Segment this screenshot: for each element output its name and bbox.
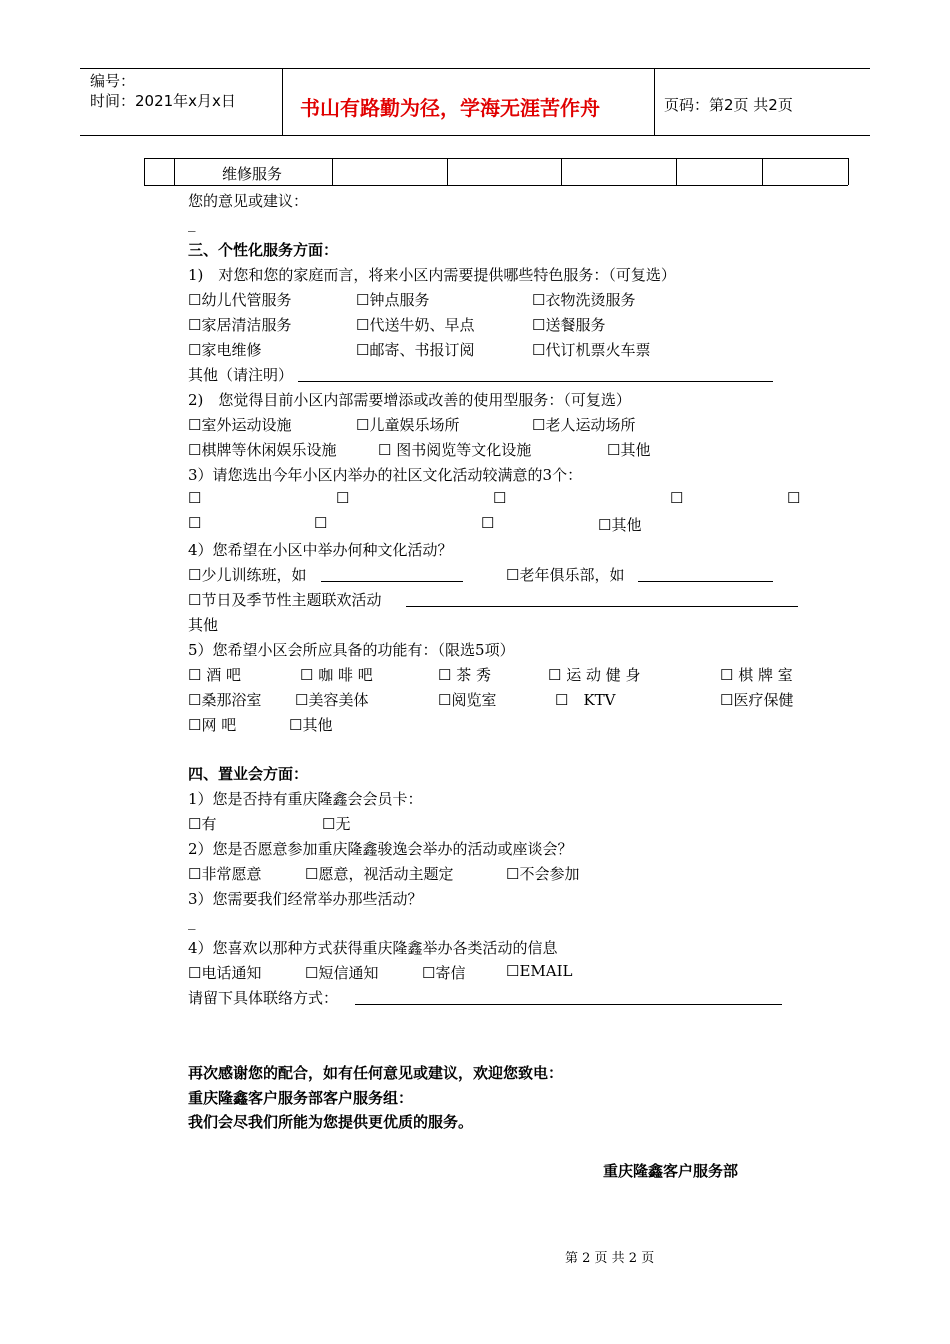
closing-thanks: 再次感谢您的配合，如有任何意见或建议，欢迎您致电： <box>188 1064 564 1082</box>
q3-answer-blank[interactable]: _ <box>188 912 196 930</box>
checkbox[interactable]: ☐ <box>787 489 801 507</box>
section3-title: 三、个性化服务方面： <box>188 241 339 259</box>
checkbox-option[interactable]: ☐ 酒 吧 <box>188 666 241 684</box>
section3-q4: 4）您希望在小区中举办何种文化活动？ <box>188 541 453 559</box>
closing-promise: 我们会尽我们所能为您提供更优质的服务。 <box>188 1113 474 1131</box>
q4-opt1-input[interactable] <box>321 581 463 582</box>
checkbox-option[interactable]: ☐ KTV <box>555 691 616 709</box>
checkbox-option[interactable]: ☐送餐服务 <box>532 316 606 334</box>
q1-other-label: 其他（请注明） <box>188 366 294 384</box>
q4-other-label: 其他 <box>188 616 219 634</box>
checkbox-option[interactable]: ☐其他 <box>607 441 651 459</box>
section3-q1: 1) 对您和您的家庭而言，将来小区内需要提供哪些特色服务：（可复选） <box>188 266 676 284</box>
checkbox-option[interactable]: ☐其他 <box>598 516 642 534</box>
checkbox-option[interactable]: ☐桑那浴室 <box>188 691 262 709</box>
header-bottom-rule <box>80 135 870 136</box>
checkbox-option[interactable]: ☐寄信 <box>422 964 466 982</box>
table-col-line <box>561 158 562 185</box>
checkbox-option[interactable]: ☐衣物洗烫服务 <box>532 291 636 309</box>
header-motto: 书山有路勤为径，学海无涯苦作舟 <box>300 96 600 120</box>
checkbox-option[interactable]: ☐ 咖 啡 吧 <box>300 666 373 684</box>
checkbox-option[interactable]: ☐邮寄、书报订阅 <box>356 341 475 359</box>
footer-page-number: 第 2 页 共 2 页 <box>565 1251 655 1266</box>
section4-q3: 3）您需要我们经常举办那些活动？ <box>188 890 423 908</box>
checkbox-option[interactable]: ☐其他 <box>289 716 333 734</box>
contact-label: 请留下具体联络方式： <box>188 989 339 1007</box>
header-divider-left <box>282 68 283 135</box>
checkbox-option[interactable]: ☐有 <box>188 815 217 833</box>
contact-input[interactable] <box>355 1004 782 1005</box>
doc-time-label: 时间：2021年x月x日 <box>90 92 236 110</box>
checkbox-option[interactable]: ☐短信通知 <box>305 964 379 982</box>
header-top-rule <box>80 68 870 69</box>
checkbox-option[interactable]: ☐老人运动场所 <box>532 416 636 434</box>
table-row-label: 维修服务 <box>222 165 283 183</box>
checkbox-option[interactable]: ☐电话通知 <box>188 964 262 982</box>
header-page-info: 页码：第2页 共2页 <box>664 96 793 114</box>
table-col-line <box>332 158 333 185</box>
header-divider-right <box>654 68 655 135</box>
checkbox-option[interactable]: ☐医疗保健 <box>720 691 794 709</box>
checkbox-option[interactable]: ☐代订机票火车票 <box>532 341 651 359</box>
table-col-line <box>447 158 448 185</box>
table-col-line <box>144 158 145 185</box>
checkbox[interactable]: ☐ <box>314 514 328 532</box>
checkbox-option[interactable]: ☐家居清洁服务 <box>188 316 292 334</box>
checkbox-option[interactable]: ☐ 运 动 健 身 <box>548 666 641 684</box>
checkbox-option[interactable]: ☐ 图书阅览等文化设施 <box>378 441 532 459</box>
q1-other-input[interactable] <box>298 381 773 382</box>
checkbox-option[interactable]: ☐无 <box>322 815 351 833</box>
checkbox-option[interactable]: ☐愿意，视活动主题定 <box>305 865 454 883</box>
section3-q5: 5）您希望小区会所应具备的功能有：（限选5项） <box>188 641 515 659</box>
checkbox-option[interactable]: ☐网 吧 <box>188 716 237 734</box>
checkbox-option[interactable]: ☐EMAIL <box>506 962 573 980</box>
table-bottom-rule <box>144 185 848 186</box>
table-col-line <box>174 158 175 185</box>
checkbox-option[interactable]: ☐棋牌等休闲娱乐设施 <box>188 441 337 459</box>
checkbox[interactable]: ☐ <box>493 489 507 507</box>
checkbox-option[interactable]: ☐儿童娱乐场所 <box>356 416 460 434</box>
checkbox-option[interactable]: ☐阅览室 <box>438 691 497 709</box>
checkbox[interactable]: ☐ <box>188 514 202 532</box>
checkbox-option[interactable]: ☐节日及季节性主题联欢活动 <box>188 591 382 609</box>
checkbox-option[interactable]: ☐家电维修 <box>188 341 262 359</box>
doc-code-label: 编号： <box>90 72 136 90</box>
suggestion-blank[interactable]: _ <box>188 214 196 232</box>
checkbox-option[interactable]: ☐室外运动设施 <box>188 416 292 434</box>
table-col-line <box>676 158 677 185</box>
checkbox-option[interactable]: ☐不会参加 <box>506 865 580 883</box>
checkbox-option[interactable]: ☐ 棋 牌 室 <box>720 666 793 684</box>
checkbox-option[interactable]: ☐非常愿意 <box>188 865 262 883</box>
table-col-line <box>762 158 763 185</box>
checkbox[interactable]: ☐ <box>336 489 350 507</box>
checkbox[interactable]: ☐ <box>481 514 495 532</box>
section4-q2: 2）您是否愿意参加重庆隆鑫骏逸会举办的活动或座谈会？ <box>188 840 573 858</box>
checkbox-option[interactable]: ☐幼儿代管服务 <box>188 291 292 309</box>
checkbox[interactable]: ☐ <box>188 489 202 507</box>
suggestion-label: 您的意见或建议： <box>188 192 309 210</box>
section3-q2: 2) 您觉得目前小区内部需要增添或改善的使用型服务：（可复选） <box>188 391 631 409</box>
closing-signature: 重庆隆鑫客户服务部 <box>603 1162 739 1180</box>
table-top-rule <box>144 158 848 159</box>
section4-title: 四、置业会方面： <box>188 765 309 783</box>
q4-opt3-input[interactable] <box>406 606 798 607</box>
checkbox-option[interactable]: ☐ 茶 秀 <box>438 666 491 684</box>
checkbox-option[interactable]: ☐美容美体 <box>295 691 369 709</box>
checkbox-option[interactable]: ☐代送牛奶、早点 <box>356 316 475 334</box>
q4-opt2-input[interactable] <box>638 581 773 582</box>
section4-q1: 1）您是否持有重庆隆鑫会会员卡： <box>188 790 423 808</box>
table-col-line <box>848 158 849 185</box>
checkbox[interactable]: ☐ <box>670 489 684 507</box>
section3-q3: 3）请您选出今年小区内举办的社区文化活动较满意的3个： <box>188 466 583 484</box>
checkbox-option[interactable]: ☐钟点服务 <box>356 291 430 309</box>
section4-q4: 4）您喜欢以那种方式获得重庆隆鑫举办各类活动的信息 <box>188 939 558 957</box>
checkbox-option[interactable]: ☐老年俱乐部，如 <box>506 566 625 584</box>
checkbox-option[interactable]: ☐少儿训练班，如 <box>188 566 307 584</box>
closing-dept: 重庆隆鑫客户服务部客户服务组： <box>188 1089 414 1107</box>
